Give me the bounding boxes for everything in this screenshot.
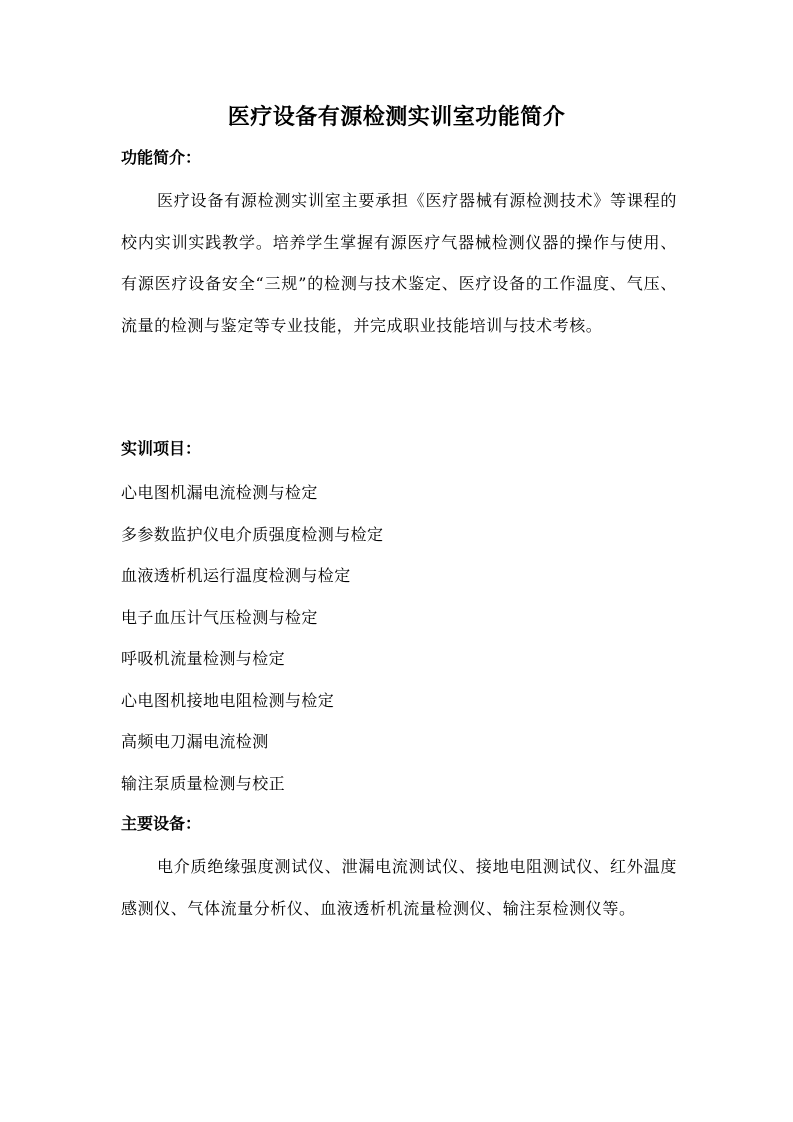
project-list — [121, 478, 681, 810]
intro-paragraph: 医疗设备有源检测实训室主要承担《医疗器械有源检测技术》等课程的校内实训实践教学。培养学生掌握有源医疗气器械检测仪器的操作与使用、有源医疗设备安全“三规”的检测与技术鉴定、医疗设备的工作温度、气压、流量的检测与鉴定等专业技能，并完成职业技能培训与技术考核。 — [121, 191, 677, 335]
equipment-paragraph: 电介质绝缘强度测试仪、泄漏电流测试仪、接地电阻测试仪、红外温度感测仪、气体流量分析仪、血液透析机流量检测仪、输注泵检测仪等。 — [121, 857, 677, 918]
section-heading-projects: 实训项目： — [121, 439, 202, 458]
list-item: 高频电刀漏电流检测 — [121, 732, 269, 751]
document-title: 医疗设备有源检测实训室功能简介 — [227, 104, 566, 130]
section-heading-intro: 功能简介： — [121, 148, 202, 167]
section-heading-equipment: 主要设备： — [121, 814, 202, 833]
list-item: 血液透析机运行温度检测与检定 — [121, 566, 351, 585]
list-item: 心电图机漏电流检测与检定 — [121, 483, 318, 502]
list-item: 心电图机接地电阻检测与检定 — [121, 690, 335, 710]
list-item: 多参数监护仪电介质强度检测与检定 — [121, 524, 384, 544]
list-item: 输注泵质量检测与校正 — [121, 773, 286, 793]
list-item: 电子血压计气压检测与检定 — [121, 607, 318, 627]
list-item: 呼吸机流量检测与检定 — [121, 649, 286, 668]
